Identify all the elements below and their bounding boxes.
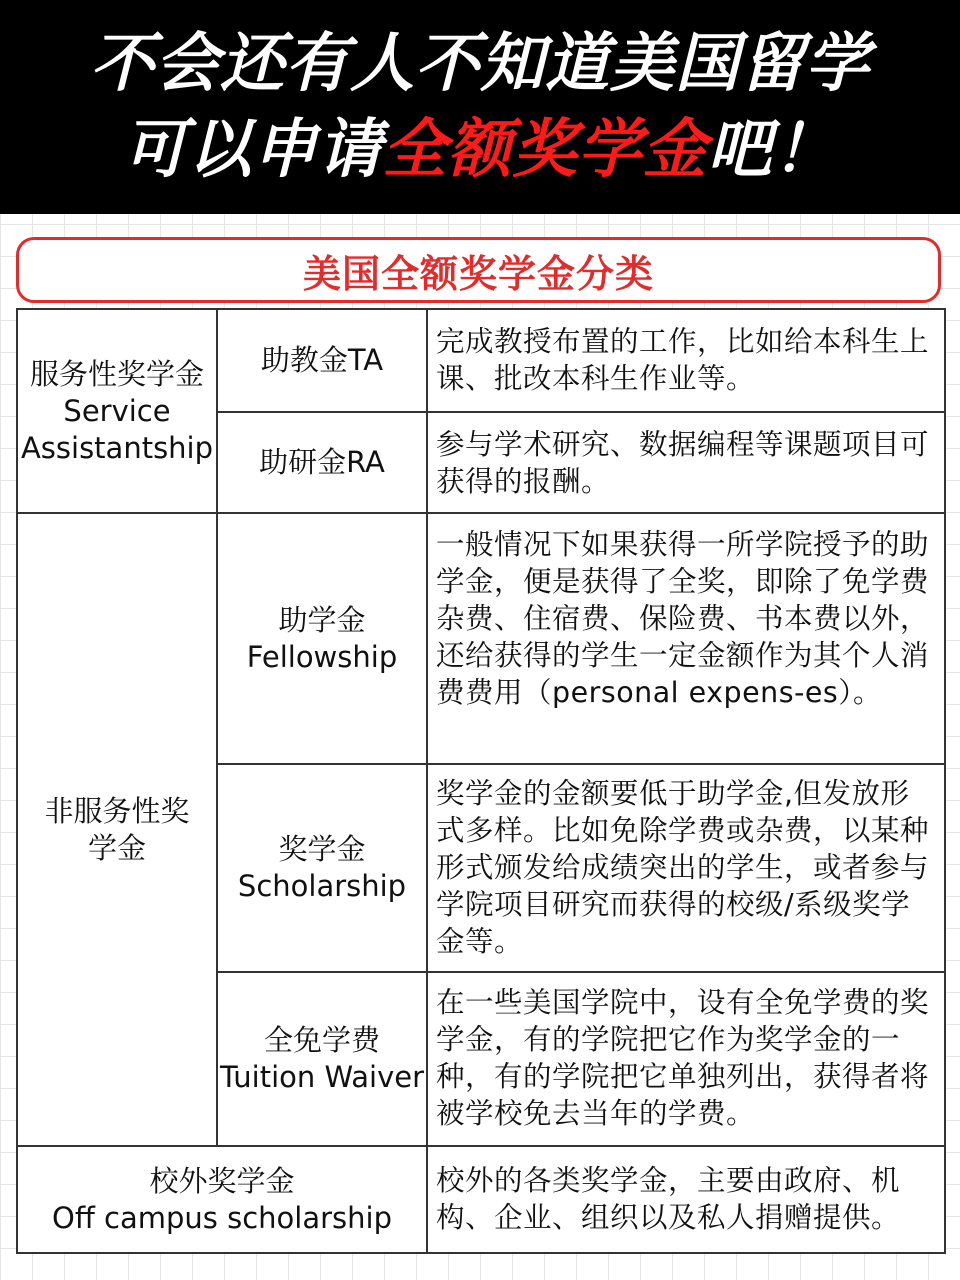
banner-highlight: 全额奖学金	[382, 113, 708, 187]
type-fellowship-en: Fellowship	[246, 639, 398, 674]
type-fellowship-zh: 助学金	[278, 602, 366, 637]
type-scholarship-zh: 奖学金	[278, 832, 366, 866]
scholarship-table	[16, 308, 946, 1254]
section-header	[16, 237, 941, 303]
table-line	[426, 308, 428, 1254]
type-waiver-zh: 全免学费	[263, 1023, 380, 1057]
desc-off-campus: 校外的各类奖学金，主要由政府、机构、企业、组织以及私人捐赠提供。	[436, 1164, 901, 1234]
type-ta-name: 助教金TA	[260, 343, 384, 377]
category-off-campus	[18, 1147, 426, 1252]
category-service-zh: 服务性奖学金	[29, 356, 204, 391]
banner-line-2-prefix: 可以申请	[122, 113, 383, 187]
table-line	[16, 1252, 946, 1254]
banner-line-1: 不会还有人不知道美国留学	[90, 27, 870, 101]
type-scholarship	[218, 765, 426, 971]
category-non-service-zh-1: 非服务性奖	[44, 793, 190, 828]
type-ta	[218, 310, 426, 411]
desc-scholarship: 奖学金的金额要低于助学金,但发放形式多样。比如免除学费或杂费，以某种形式颁发给成绩突出的学生，或者参与学院项目研究而获得的校级/系级奖学金等。	[436, 777, 930, 958]
banner-line-2	[123, 107, 838, 193]
desc-ta: 完成教授布置的工作，比如给本科生上课、批改本科生作业等。	[436, 325, 930, 395]
desc-tuition-waiver: 在一些美国学院中，设有全免学费的奖学金，有的学院把它作为奖学金的一种，有的学院把它单独列出，获得者将被学校免去当年的学费。	[436, 986, 930, 1130]
desc-fellowship: 一般情况下如果获得一所学院授予的助学金，便是获得了全奖，即除了免学费杂费、住宿费、保险费、书本费以外，还给获得的学生一定金额作为其个人消费费用（personal expens-es）。	[436, 528, 930, 709]
category-non-service-zh-2: 学金	[87, 830, 146, 865]
table-line	[944, 308, 946, 1254]
type-ra-name: 助研金RA	[259, 445, 385, 479]
type-fellowship	[218, 514, 426, 763]
type-waiver-en: Tuition Waiver	[219, 1060, 425, 1094]
category-service-en-2: Assistantship	[20, 430, 214, 465]
desc-ra: 参与学术研究、数据编程等课题项目可获得的报酬。	[436, 428, 930, 498]
type-ra	[218, 413, 426, 512]
type-scholarship-en: Scholarship	[237, 869, 407, 903]
banner-line-2-suffix: 吧！	[707, 113, 838, 187]
category-service-en-1: Service	[63, 393, 171, 428]
category-off-campus-zh: 校外奖学金	[149, 1163, 295, 1198]
type-tuition-waiver	[218, 973, 426, 1145]
title-banner	[0, 0, 960, 214]
category-service	[18, 310, 216, 512]
section-title: 美国全额奖学金分类	[302, 251, 654, 296]
category-non-service	[18, 514, 216, 1145]
category-off-campus-en: Off campus scholarship	[52, 1200, 392, 1235]
